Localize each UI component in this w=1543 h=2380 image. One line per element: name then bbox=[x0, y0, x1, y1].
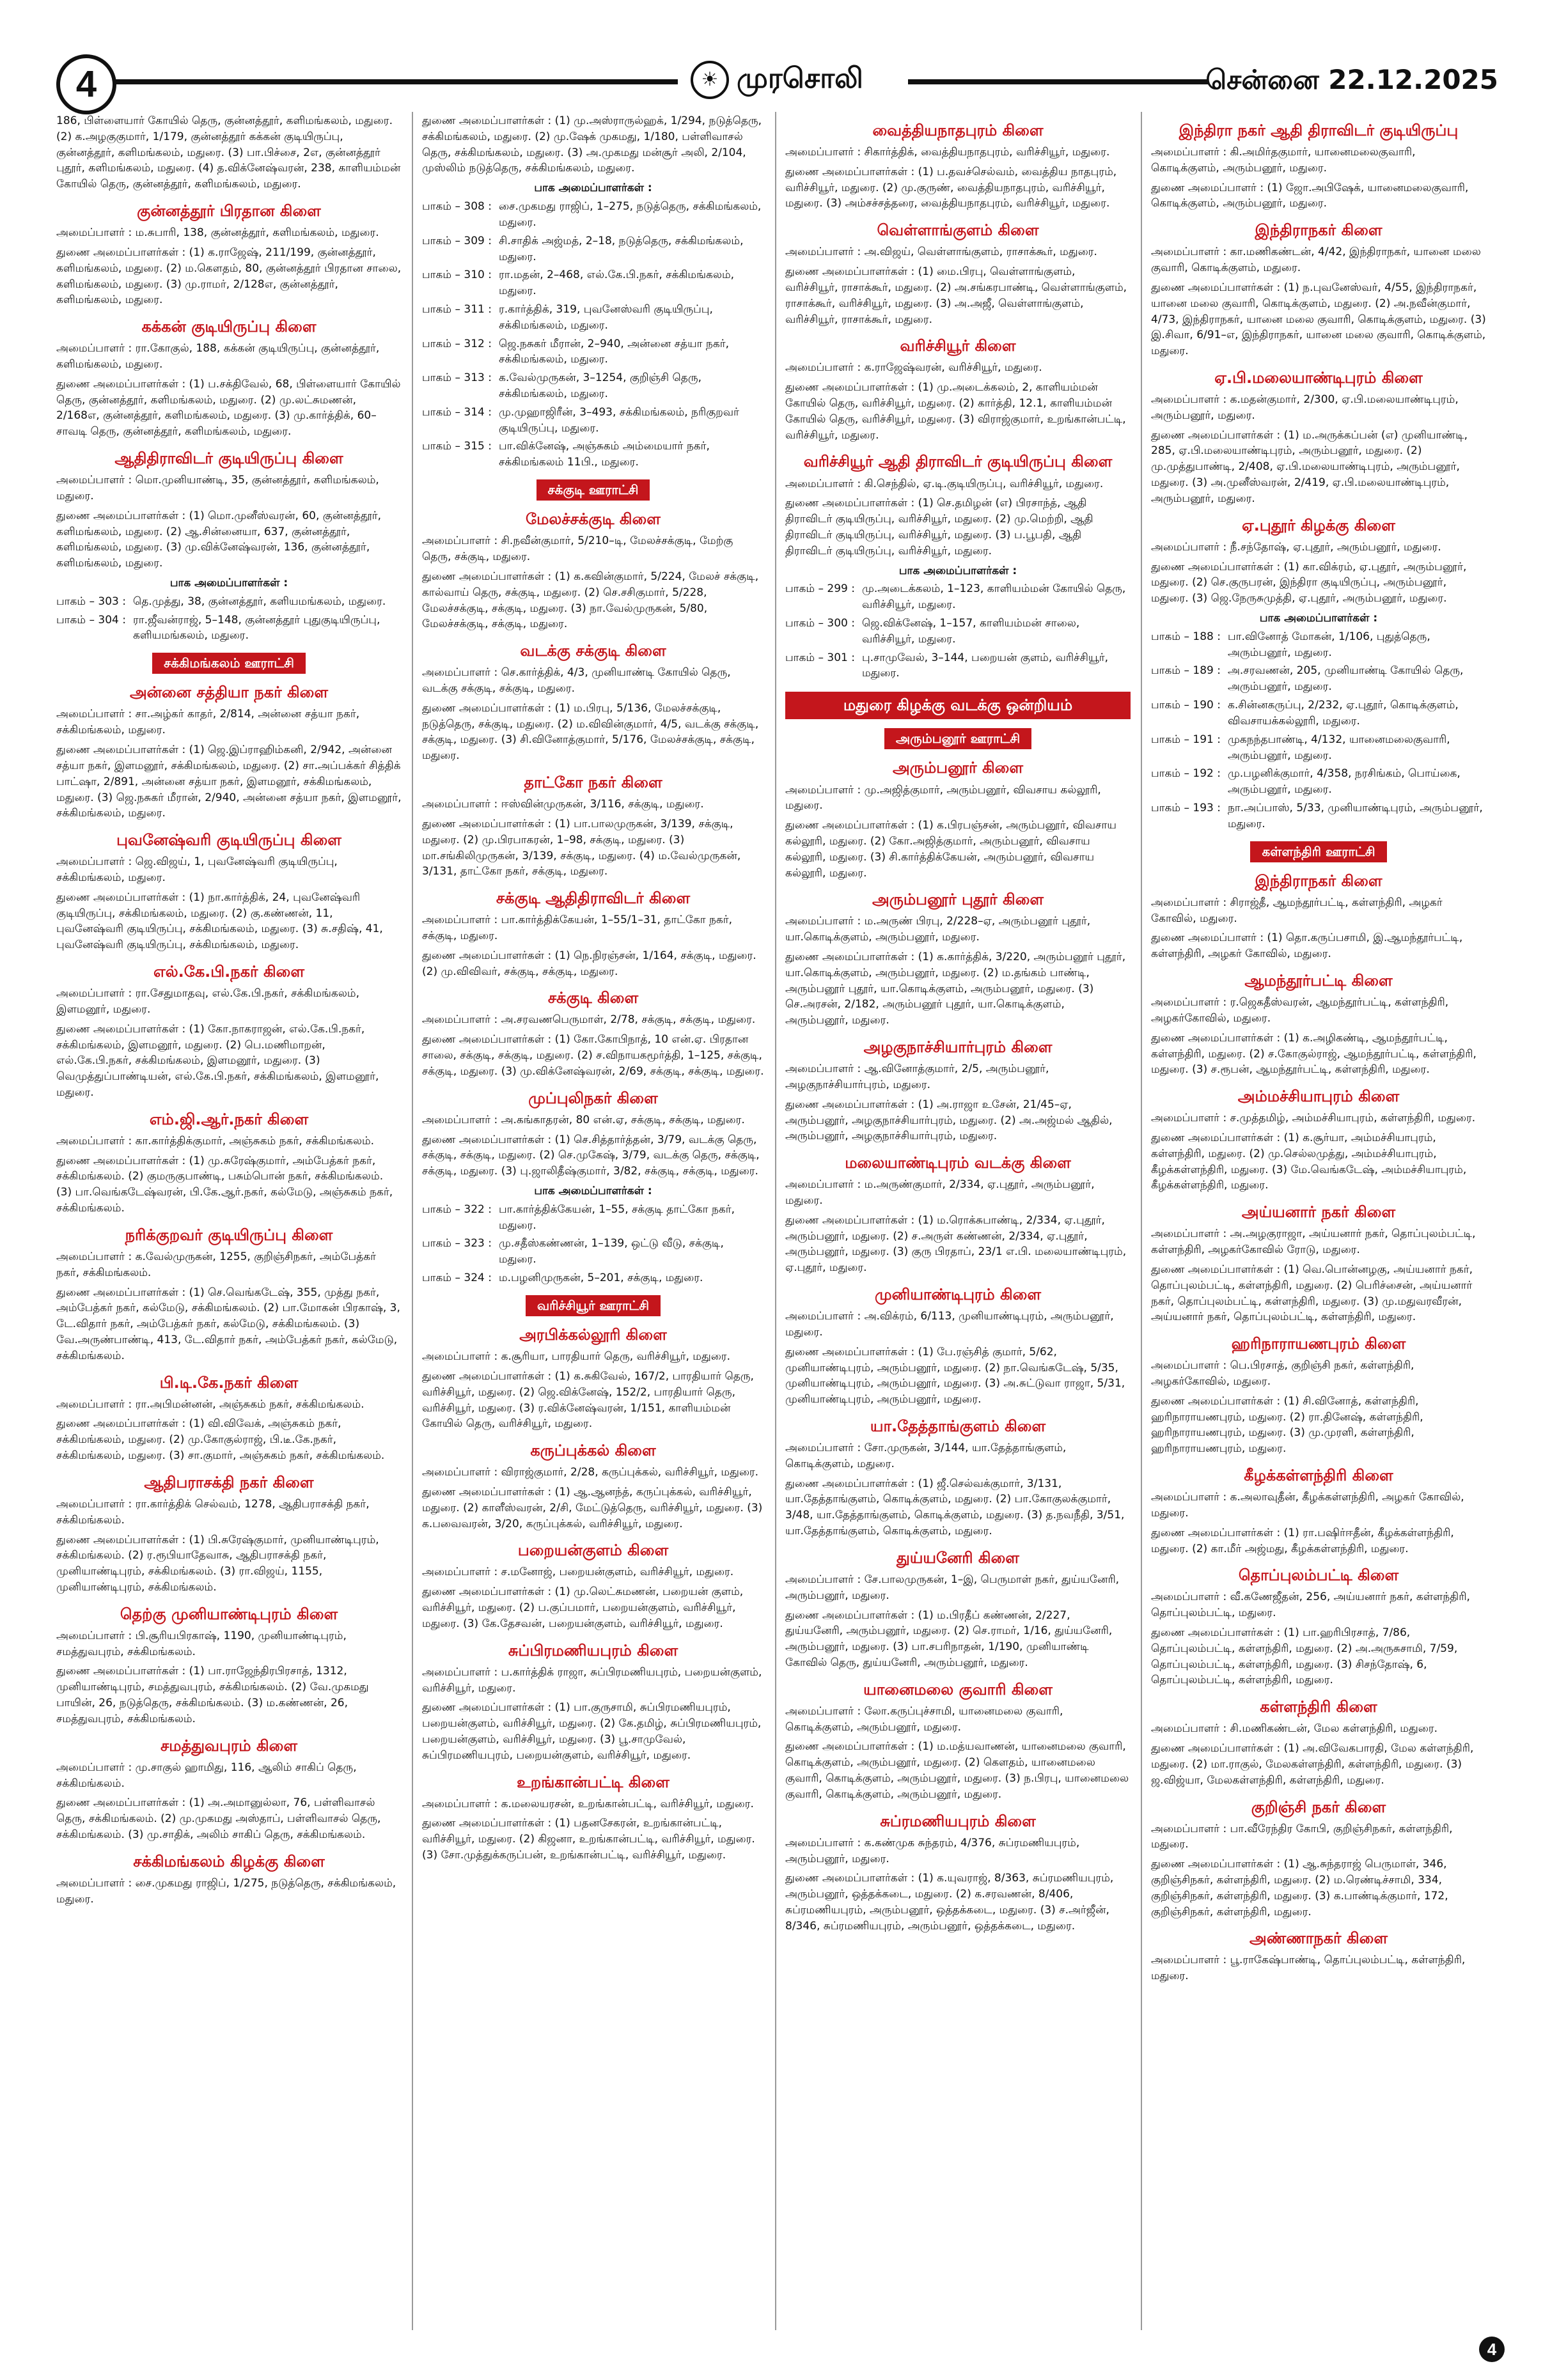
deputy-organizers: துணை அமைப்பாளர்கள் : (1) க.யுவராஜ், 8/363, சுப்ரமணியபுரம், அரும்பனூர், ஒத்தக்கடை, மதுரை. (2) க.சரவணன், 8/406, சுப்ரமணியபுரம், அரும்பனூர், ஒத்தக்கடை, மதுரை. (3) ச.அர்ஜீன், 8/346, சுப்ரமணியபுரம், அரும்பனூர், ஒத்தக்கடை, மதுரை. bbox=[785, 1872, 1114, 1933]
deputy-organizers: துணை அமைப்பாளர்கள் : (1) சி.வினோத், கள்ளந்திரி, ஹரிநாராயணபுரம், மதுரை. (2) ரா.தினேஷ், கள்ளந்திரி, ஹரிநாராயணபுரம், மதுரை. (3) மு.முரளி, கள்ளந்திரி, ஹரிநாராயணபுரம், மதுரை. bbox=[1151, 1394, 1423, 1456]
section-heading: ஏ.புதூர் கிழக்கு கிளை bbox=[1242, 516, 1395, 534]
section-heading: சக்குடி ஆதிதிராவிடர் கிளை bbox=[496, 889, 691, 908]
organizer: அமைப்பாளர் : ச.முத்தமிழ், அம்மச்சியாபுரம், கள்ளந்திரி, மதுரை. bbox=[1151, 1112, 1476, 1125]
ward-row: பாகம் – 188 : பா.வினோத் மோகன், 1/106, புதுத்தெரு, அரும்பனூர், மதுரை. bbox=[1151, 630, 1430, 659]
ward-row: பாகம் – 324 : ம.பழனிமுருகன், 5–201, சக்குடி, மதுரை. bbox=[422, 1272, 703, 1285]
section-heading: வரிச்சியூர் கிளை bbox=[900, 337, 1016, 355]
deputy-organizers: துணை அமைப்பாளர்கள் : (1) ம.பிரதீப் கண்ணன், 2/227, துய்யனேரி, அரும்பனூர், மதுரை. (2) செ.ராமர், 1/16, துய்யனேரி, அரும்பனூர், மதுரை. (3) பா.சபரிநாதன், 1/190, முனியாண்டி கோவில் தெரு, துய்யனேரி, அரும்பனூர், மதுரை. bbox=[785, 1608, 1113, 1669]
organizer: அமைப்பாளர் : சி.மணிகண்டன், மேல கள்ளந்திரி, மதுரை. bbox=[1151, 1722, 1438, 1736]
section-heading: முனியாண்டிபுரம் கிளை bbox=[874, 1286, 1042, 1304]
organizer: அமைப்பாளர் : பி.சூரியபிரகாஷ், 1190, முனியாண்டிபுரம், சமத்துவபுரம், சக்கிமங்கலம். bbox=[56, 1629, 347, 1658]
column-1 bbox=[56, 112, 402, 2330]
deputy-organizers: துணை அமைப்பாளர்கள் : (1) ந.புவனேஸ்வர், 4/55, இந்திராநகர், யானை மலை குவாரி, கொடிக்குளம், மதுரை. (2) அ.நவீன்குமார், 4/73, இந்திராநகர், யானை மலை குவாரி, கொடிக்குளம், மதுரை. (3) இ.சிவா, 6/91–எ, இந்திராநகர், யானை மலை குவாரி, கொடிக்குளம், மதுரை. bbox=[1151, 281, 1486, 358]
organizer: அமைப்பாளர் : க.மலையரசன், உறங்கான்பட்டி, வரிச்சியூர், மதுரை. bbox=[422, 1797, 754, 1810]
article-columns bbox=[56, 112, 1486, 2330]
ward-row: பாகம் – 310 : ரா.மதன், 2–468, எல்.கே.பி.நகர், சக்கிமங்கலம், மதுரை. bbox=[422, 268, 735, 298]
organizer: அமைப்பாளர் : அ.அழகுராஜா, அய்யனார் நகர், தொப்புலம்பட்டி, கள்ளந்திரி, அழகர்கோவில் ரோடு, மதுரை. bbox=[1151, 1227, 1476, 1257]
section-heading: தெற்கு முனியாண்டிபுரம் கிளை bbox=[120, 1605, 338, 1623]
organizer: அமைப்பாளர் : க.ராஜேஷ்வரன், வரிச்சியூர், மதுரை. bbox=[785, 361, 1042, 375]
deputy-organizers: துணை அமைப்பாளர்கள் : (1) மு.லெட்சுமணன், பறையன் குளம், வரிச்சியூர், மதுரை. (2) ப.குப்பமார், பறையன்குளம், வரிச்சியூர், மதுரை. (3) கே.தேசவன், பறையன்குளம், வரிச்சியூர், மதுரை. bbox=[422, 1585, 744, 1630]
ward-row: பாகம் – 299 : மு.அடைக்கலம், 1–123, காளியம்மன் கோயில் தெரு, வரிச்சியூர், மதுரை. bbox=[785, 582, 1126, 612]
organizer: அமைப்பாளர் : விராஜ்குமார், 2/28, கருப்புக்கல், வரிச்சியூர், மதுரை. bbox=[422, 1466, 759, 1479]
deputy-organizers: துணை அமைப்பாளர்கள் : (1) ஆ.சுந்தராஜ் பெருமாள், 346, குறிஞ்சிநகர், கள்ளந்திரி, மதுரை. (2) ம.ரெண்டிச்சாமி, 334, குறிஞ்சிநகர், கள்ளந்திரி, மதுரை. (3) க.பாண்டிக்குமார், 172, குறிஞ்சிநகர், கள்ளந்திரி, மதுரை. bbox=[1151, 1858, 1448, 1918]
section-heading: கீழக்கள்ளந்திரி கிளை bbox=[1244, 1466, 1393, 1485]
deputy-organizers: துணை அமைப்பாளர்கள் : (1) ப.சக்திவேல், 68, பிள்ளையார் கோயில் தெரு, குன்னத்தூர், களிமங்கலம், மதுரை. (2) மு.லட்சுமணன், 2/168எ, குன்னத்தூர், களிமங்கலம், மதுரை. (3) மு.கார்த்திக், 60–சாவடி தெரு, குன்னத்தூர், களிமங்கலம், மதுரை. bbox=[56, 377, 401, 439]
ward-row: பாகம் – 311 : ர.கார்த்திக், 319, புவனேஸ்வரி குடியிருப்பு, சக்கிமங்கலம், மதுரை. bbox=[422, 302, 713, 332]
section-heading: பி.டி.கே.நகர் கிளை bbox=[159, 1373, 299, 1392]
section-heading: எல்.கே.பி.நகர் கிளை bbox=[153, 963, 304, 981]
deputy-organizers: துணை அமைப்பாளர்கள் : (1) ம.மத்யவாணன், யானைமலை குவாரி, கொடிக்குளம், அரும்பனூர், மதுரை. (2) கௌதம், யானைமலை குவாரி, கொடிக்குளம், அரும்பனூர், மதுரை. (3) ந.பிரபு, யானைமலை குவாரி, கொடிக்குளம், அரும்பனூர், மதுரை. bbox=[785, 1740, 1129, 1801]
ward-row: பாகம் – 308 : சை.முகமது ராஜிப், 1–275, நடுத்தெரு, சக்கிமங்கலம், மதுரை. bbox=[422, 200, 762, 229]
deputy-organizers: துணை அமைப்பாளர்கள் : (1) அ.அமானுல்லா, 76, பள்ளிவாசல் தெரு, சக்கிமங்கலம். (2) மு.முகமது அஸ்தாப், பள்ளிவாசல் தெரு, சக்கிமங்கலம். (3) மு.சாதிக், அலிம் சாகிப் தெரு, சக்கிமங்கலம். bbox=[56, 1796, 381, 1841]
organizer: அமைப்பாளர் : பெ.பிரசாத், குறிஞ்சி நகர், கள்ளந்திரி, அழகர்கோவில், மதுரை. bbox=[1151, 1359, 1414, 1388]
section-heading: குறிஞ்சி நகர் கிளை bbox=[1251, 1798, 1386, 1816]
panchayat-banner: சக்குடி ஊராட்சி bbox=[537, 479, 650, 501]
deputy-organizers: துணை அமைப்பாளர்கள் : (1) பா.குருசாமி, சுப்பிரமணியபுரம், பறையன்குளம், வரிச்சியூர், மதுரை. (2) கே.தமிழ், சுப்பிரமணியபுரம், பறையன்குளம், வரிச்சியூர், மதுரை. (3) பூ.சாமுவேல், சுப்பிரமணியபுரம், பறையன்குளம், வரிச்சியூர், மதுரை. bbox=[422, 1701, 762, 1762]
organizer: அமைப்பாளர் : ஈஸ்வின்முருகன், 3/116, சக்குடி, மதுரை. bbox=[422, 798, 704, 811]
ward-row: பாகம் – 193 : நா.அப்பாஸ், 5/33, முனியாண்டிபுரம், அரும்பனூர், மதுரை. bbox=[1151, 801, 1483, 830]
section-heading: ஆதிபராசக்தி நகர் கிளை bbox=[144, 1473, 314, 1491]
organizer: அமைப்பாளர் : சே.பாலமுருகன், 1–இ, பெருமாள் நகர், துய்யனேரி, அரும்பனூர், மதுரை. bbox=[785, 1573, 1120, 1602]
deputy-organizers: துணை அமைப்பாளர்கள் : (1) ஜீ.செல்வக்குமார், 3/131, யா.தேத்தாங்குளம், கொடிக்குளம், மதுரை. (2) பா.கோகுலக்குமார், 3/48, யா.தேத்தாங்குளம், கொடிக்குளம், மதுரை. (3) த.நவநீதி, 3/51, யா.தேத்தாங்குளம், கொடிக்குளம், மதுரை. bbox=[785, 1477, 1125, 1538]
section-heading: அம்மச்சியாபுரம் கிளை bbox=[1237, 1087, 1400, 1106]
section-heading: அய்யனார் நகர் கிளை bbox=[1241, 1203, 1396, 1222]
deputy-organizers: துணை அமைப்பாளர்கள் : (1) பா.ஹரிபிரசாத், 7/86, தொப்புலம்பட்டி, கள்ளந்திரி, மதுரை. (2) அ.அருசுசாமி, 7/59, தொப்புலம்பட்டி, கள்ளந்திரி, மதுரை. (3) சிசந்தோஷ், 6, தொப்புலம்பட்டி, கள்ளந்திரி, மதுரை. bbox=[1151, 1626, 1458, 1687]
paragraph: 186, பிள்ளையார் கோயில் தெரு, குன்னத்தூர், களிமங்கலம், மதுரை. (2) க.அழகுகுமார், 1/179, குன்னத்தூர் கக்கன் குடியிருப்பு, குன்னத்தூர், களிமங்கலம், மதுரை. (3) பா.பிச்சை, 2எ, குன்னத்தூர் புதூர், களிமங்கலம், மதுரை. (4) த.விக்னேஷ்வரன், 238, காளியம்மன் கோயில் தெரு, குன்னத்தூர், களிமங்கலம், மதுரை. bbox=[56, 114, 401, 191]
deputy-organizers: துணை அமைப்பாளர்கள் : (1) ஆ.ஆனந்த், கருப்புக்கல், வரிச்சியூர், மதுரை. (2) காளீஸ்வரன், 2/சி, மேட்டுத்தெரு, வரிச்சியூர், மதுரை. (3) க.பவைவரன், 3/20, கருப்புக்கல், வரிச்சியூர், மதுரை. bbox=[422, 1486, 763, 1530]
deputy-organizers: துணை அமைப்பாளர்கள் : (1) வி.விவேக், அஞ்சுகம் நகர், சக்கிமங்கலம், மதுரை. (2) மு.கோகுல்ராஜ், பி.டீ.கே.நகர், சக்கிமங்கலம், மதுரை. (3) சா.குமார், அஞ்சுகம் நகர், சக்கிமங்கலம். bbox=[56, 1417, 385, 1463]
section-heading: சமத்துவபுரம் கிளை bbox=[161, 1736, 297, 1755]
ward-row: பாகம் – 300 : ஜெ.விக்னேஷ், 1–157, காளியம்மன் சாலை, வரிச்சியூர், மதுரை. bbox=[785, 617, 1080, 646]
organizer: அமைப்பாளர் : கி.செந்தில், ஏ.டி.குடியிருப்பு, வரிச்சியூர், மதுரை. bbox=[785, 477, 1104, 490]
deputy-organizers: துணை அமைப்பாளர்கள் : (1) செ.சித்தார்த்தன், 3/79, வடக்கு தெரு, சக்குடி, சக்குடி, மதுரை. (2) செ.முகேஷ், 3/79, வடக்கு தெரு, சக்குடி, சக்குடி, மதுரை. (3) பு.ஜாலிதீஷ்குமார், 3/82, சக்குடி, சக்குடி, மதுரை. bbox=[422, 1133, 760, 1178]
section-heading: வரிச்சியூர் ஆதி திராவிடர் குடியிருப்பு கிளை bbox=[803, 453, 1113, 471]
organizer: அமைப்பாளர் : க.கண்முக சுந்தரம், 4/376, சுப்ரமணியபுரம், அரும்பனூர், மதுரை. bbox=[785, 1836, 1080, 1865]
section-heading: மலையாண்டிபுரம் வடக்கு கிளை bbox=[845, 1154, 1071, 1172]
deputy-organizers: துணை அமைப்பாளர்கள் : (1) க.கார்த்திக், 3/220, அரும்பனூர் புதூர், யா.கொடிக்குளம், அரும்பனூர், மதுரை. (2) ம.தங்கம் பாண்டி, அரும்பனூர் புதூர், யா.கொடிக்குளம், அரும்பனூர், மதுரை. (3) செ.அரசன், 2/182, அரும்பனூர் புதூர், யா.கொடிக்குளம், அரும்பனூர், மதுரை. bbox=[785, 951, 1126, 1027]
organizer: அமைப்பாளர் : சிராஜ்தீ, ஆமந்தூர்பட்டி, கள்ளந்திரி, அழகர் கோவில், மதுரை. bbox=[1151, 896, 1443, 925]
section-heading: பறையன்குளம் கிளை bbox=[517, 1541, 669, 1560]
organizer: அமைப்பாளர் : சிகார்த்திக், வைத்தியநாதபுரம், வரிச்சியூர், மதுரை. bbox=[785, 146, 1110, 159]
organizer: அமைப்பாளர் : நீ.சந்தோஷ், ஏ.புதூர், அரும்பனூர், மதுரை. bbox=[1151, 540, 1441, 554]
footer-page-number: 4 bbox=[1479, 2337, 1505, 2362]
ward-row: பாகம் – 315 : பா.விக்னேஷ், அஞ்சுகம் அம்மையார் நகர், சக்கிமங்கலம் 11பி., மதுரை. bbox=[422, 440, 710, 469]
deputy-organizers: துணை அமைப்பாளர்கள் : (1) அ.விவேகபாரதி, மேல கள்ளந்திரி, மதுரை. (2) மா.ராகுல், மேலகள்ளந்திரி, கள்ளந்திரி, மதுரை. (3) ஜ.விஜ்யா, மேலகள்ளந்திரி, கள்ளந்திரி, மதுரை. bbox=[1151, 1742, 1474, 1787]
deputy-organizers: துணை அமைப்பாளர்கள் : (1) க.சுகிவேல், 167/2, பாரதியார் தெரு, வரிச்சியூர், மதுரை. (2) ஜெ.விக்னேஷ், 152/2, பாரதியார் தெரு, வரிச்சியூர், மதுரை. (3) ர.விக்னேஷ்வரன், 1/151, காளியம்மன் கோயில் தெரு, வரிச்சியூர், மதுரை. bbox=[422, 1369, 754, 1431]
deputy-organizers: துணை அமைப்பாளர்கள் : (1) ம.ரொக்சுபாண்டி, 2/334, ஏ.புதூர், அரும்பனூர், மதுரை. (2) ச.அருள் கண்ணன், 2/334, ஏ.புதூர், அரும்பனூர், மதுரை. (3) குரு பிரதாப், 23/1 எ.பி. மலையாண்டிபுரம், ஏ.புதூர், மதுரை. bbox=[785, 1213, 1127, 1275]
subheading: பாக அமைப்பாளர்கள் : bbox=[898, 564, 1017, 577]
organizer: அமைப்பாளர் : சோ.முருகன், 3/144, யா.தேத்தாங்குளம், கொடிக்குளம், மதுரை. bbox=[785, 1442, 1067, 1470]
organizer: அமைப்பாளர் : ரா.அபிமன்னன், அஞ்சுகம் நகர், சக்கிமங்கலம். bbox=[56, 1397, 364, 1411]
organizer: அமைப்பாளர் : மு.சாகுல் ஹாமிது, 116, ஆலிம் சாகிப் தெரு, சக்கிமங்கலம். bbox=[56, 1761, 357, 1790]
ward-row: பாகம் – 303 : தெ.முத்து, 38, குன்னத்தூர், களியமங்கலம், மதுரை. bbox=[56, 595, 386, 608]
section-heading: வைத்தியநாதபுரம் கிளை bbox=[872, 121, 1044, 139]
panchayat-banner: வரிச்சியூர் ஊராட்சி bbox=[526, 1295, 661, 1316]
ward-row: பாகம் – 313 : க.வேல்முருகன், 3–1254, குறிஞ்சி தெரு, சக்கிமங்கலம், மதுரை. bbox=[422, 371, 701, 400]
ward-row: பாகம் – 301 : பு.சாமுவேல், 3–144, பறையன் குளம், வரிச்சியூர், மதுரை. bbox=[785, 651, 1109, 680]
deputy-organizers: துணை அமைப்பாளர்கள் : (1) ப.தவச்செல்வம், வைத்திய நாதபுரம், வரிச்சியூர், மதுரை. (2) மு.குருண், வைத்தியநாதபுரம், வரிச்சியூர், மதுரை. (3) அம்சச்சத்தரை, வைத்தியநாதபுரம், வரிச்சியூர், மதுரை. bbox=[785, 165, 1117, 210]
deputy-organizers: துணை அமைப்பாளர்கள் : (1) பா.பாலமுருகன், 3/139, சக்குடி, மதுரை. (2) மு.பிரபாகரன், 1–98, சக்குடி, மதுரை. (3) மா.சங்கிலிமுருகன், 3/139, சக்குடி, மதுரை. (4) ம.வேல்முருகன், 3/131, தாட்கோ நகர், சக்குடி, மதுரை. bbox=[422, 817, 741, 878]
column-3 bbox=[785, 112, 1131, 2330]
organizer: அமைப்பாளர் : க.மதன்குமார், 2/300, ஏ.பி.மலையாண்டிபுரம், அரும்பனூர், மதுரை. bbox=[1151, 393, 1459, 422]
section-heading: வெள்ளாங்குளம் கிளை bbox=[877, 221, 1039, 240]
subheading: பாக அமைப்பாளர்கள் : bbox=[534, 182, 652, 195]
panchayat-banner: சக்கிமங்கலம் ஊராட்சி bbox=[152, 653, 306, 674]
deputy-organizers: துணை அமைப்பாளர்கள் : (1) கோ.நாகராஜன், எல்.கே.பி.நகர், சக்கிமங்கலம், இளமனூர், மதுரை. (2) பெ.மணிமாறன், எல்.கே.பி.நகர், சக்கிமங்கலம், இளமனூர், மதுரை. (3) வெமுத்துப்பாண்டியன், எல்.கே.பி.நகர், சக்கிமங்கலம், இளமனூர், மதுரை. bbox=[56, 1022, 379, 1099]
organizer: அமைப்பாளர் : கி.அமிர்தகுமார், யானைமலைகுவாரி, கொடிக்குளம், அரும்பனூர், மதுரை. bbox=[1151, 146, 1416, 175]
subheading: பாக அமைப்பாளர்கள் : bbox=[534, 1185, 652, 1197]
section-heading: புவனேஷ்வரி குடியிருப்பு கிளை bbox=[116, 831, 341, 850]
deputy-organizers: துணை அமைப்பாளர்கள் : (1) க.ராஜேஷ், 211/199, குன்னத்தூர், களிமங்கலம், மதுரை. (2) ம.கௌதம், 80, குன்னத்தூர் பிரதான சாலை, களிமங்கலம், மதுரை. (3) மு.ராமர், 2/128எ, குன்னத்தூர், களிமங்கலம், மதுரை. bbox=[56, 245, 402, 307]
organizer: அமைப்பாளர் : லோ.கருப்புச்சாமி, யானைமலை குவாரி, கொடிக்குளம், அரும்பனூர், மதுரை. bbox=[785, 1704, 1063, 1734]
section-heading: அரும்பனூர் புதூர் கிளை bbox=[872, 891, 1044, 909]
deputy-organizers: துணை அமைப்பாளர் : (1) ஜோ.அபிஷேக், யானைமலைகுவாரி, கொடிக்குளம், அரும்பனூர், மதுரை. bbox=[1151, 181, 1469, 210]
section-heading: சுப்பிரமணியபுரம் கிளை bbox=[508, 1641, 678, 1660]
organizer: அமைப்பாளர் : க.வேல்முருகன், 1255, குறிஞ்சிநகர், அம்பேத்கர் நகர், சக்கிமங்கலம். bbox=[56, 1250, 376, 1279]
section-heading: ஹரிநாராயணபுரம் கிளை bbox=[1231, 1335, 1406, 1353]
organizer: அமைப்பாளர் : பா.வீரேந்திர கோபி, குறிஞ்சிநகர், கள்ளந்திரி, மதுரை. bbox=[1151, 1822, 1453, 1851]
section-heading: சக்கிமங்கலம் கிழக்கு கிளை bbox=[133, 1852, 325, 1871]
section-heading: சக்குடி கிளை bbox=[547, 989, 639, 1007]
deputy-organizers: துணை அமைப்பாளர் : (1) தொ.கருப்பசாமி, இ.ஆமந்தூர்பட்டி, கள்ளந்திரி, அழகர் கோவில், மதுரை. bbox=[1151, 931, 1463, 961]
header-rule-right bbox=[908, 79, 1209, 84]
section-heading: துய்யனேரி கிளை bbox=[897, 1548, 1019, 1567]
organizer: அமைப்பாளர் : ரா.கார்த்திக் செல்வம், 1278, ஆதிபராசக்தி நகர், சக்கிமங்கலம். bbox=[56, 1497, 370, 1527]
deputy-organizers: துணை அமைப்பாளர்கள் : (1) நெ.நிரஞ்சன், 1/164, சக்குடி, மதுரை. (2) மு.விவிவர், சக்குடி, சக்குடி, மதுரை. bbox=[422, 949, 756, 978]
organizer: அமைப்பாளர் : க.அலாவுதீன், கீழக்கள்ளந்திரி, அழகர் கோவில், மதுரை. bbox=[1151, 1491, 1464, 1520]
section-heading: ஆமந்தூர்பட்டி கிளை bbox=[1244, 972, 1393, 990]
page-header bbox=[0, 0, 1543, 112]
organizer: அமைப்பாளர் : பூ.ராகேஷ்பாண்டி, தொப்புலம்பட்டி, கள்ளந்திரி, மதுரை. bbox=[1151, 1954, 1466, 1983]
organizer: அமைப்பாளர் : சி.நவீன்குமார், 5/210–டி, மேலச்சக்குடி, மேற்கு தெரு, சக்குடி, மதுரை. bbox=[422, 534, 733, 564]
deputy-organizers: துணை அமைப்பாளர்கள் : (1) நா.கார்த்திக், 24, புவனேஷ்வரி குடியிருப்பு, சக்கிமங்கலம், மதுரை. (2) கு.கண்ணன், 11, புவனேஷ்வரி குடியிருப்பு, சக்கிமங்கலம், மதுரை. (3) சு.சதிஷ், 41, புவனேஷ்வரி குடியிருப்பு, சக்கிமங்கலம், மதுரை. bbox=[56, 891, 383, 952]
organizer: அமைப்பாளர் : ப.கார்த்திக் ராஜா, சுப்பிரமணியபுரம், பறையன்குளம், வரிச்சியூர், மதுரை. bbox=[422, 1665, 762, 1695]
organizer: அமைப்பாளர் : கா.மணிகண்டன், 4/42, இந்திராநகர், யானை மலை குவாரி, கொடிக்குளம், மதுரை. bbox=[1151, 245, 1481, 275]
union-banner: மதுரை கிழக்கு வடக்கு ஒன்றியம் bbox=[785, 692, 1131, 719]
panchayat-banner: கள்ளந்திரி ஊராட்சி bbox=[1250, 841, 1386, 862]
organizer: அமைப்பாளர் : சை.முகமது ராஜிப், 1/275, நடுத்தெரு, சக்கிமங்கலம், மதுரை. bbox=[56, 1876, 396, 1906]
ward-row: பாகம் – 322 : பா.கார்த்திக்கேயன், 1–55, சக்குடி தாட்கோ நகர், மதுரை. bbox=[422, 1202, 735, 1232]
deputy-organizers: துணை அமைப்பாளர்கள் : (1) பி.சுரேஷ்குமார், முனியாண்டிபுரம், சக்கிமங்கலம். (2) ர.ரூபியாதேவாசு, ஆதிபராசக்தி நகர், முனியாண்டிபுரம், சக்கிமங்கலம். (3) ரா.விஜய், 1155, முனியாண்டிபுரம், சக்கிமங்கலம். bbox=[56, 1533, 379, 1594]
column-2 bbox=[422, 112, 764, 2330]
deputy-organizers: துணை அமைப்பாளர்கள் : (1) செ.தமிழன் (எ) பிரசாந்த், ஆதி திராவிடர் குடியிருப்பு, வரிச்சியூர், மதுரை. (2) மு.மெற்றி, ஆதி திராவிடர் குடியிருப்பு, வரிச்சியூர், மதுரை. (3) ப.பூபதி, ஆதி திராவிடர் குடியிருப்பு, வரிச்சியூர், மதுரை. bbox=[785, 497, 1093, 557]
section-heading: அண்ணாநகர் கிளை bbox=[1249, 1929, 1388, 1948]
deputy-organizers: துணை அமைப்பாளர்கள் : (1) அ.ராஜா உசேன், 21/45–ஏ, அரும்பனூர், அழகுநாச்சியார்புரம், மதுரை. (2) அ.அஜ்மல் ஆதில், அரும்பனூர், அழகுநாச்சியார்புரம், மதுரை. bbox=[785, 1098, 1113, 1143]
section-heading: இந்திரா நகர் ஆதி திராவிடர் குடியிருப்பு bbox=[1179, 121, 1459, 139]
subheading: பாக அமைப்பாளர்கள் : bbox=[1259, 612, 1378, 625]
panchayat-banner: அரும்பனூர் ஊராட்சி bbox=[884, 728, 1031, 749]
masthead bbox=[691, 61, 863, 99]
organizer: அமைப்பாளர் : க.சூரியா, பாரதியார் தெரு, வரிச்சியூர், மதுரை. bbox=[422, 1350, 730, 1364]
ward-row: பாகம் – 192 : மு.பழனிக்குமார், 4/358, நரசிங்கம், பொய்கை, அரும்பனூர், மதுரை. bbox=[1151, 767, 1461, 797]
deputy-organizers: துணை அமைப்பாளர்கள் : (1) மு.சுரேஷ்குமார், அம்பேத்கர் நகர், சக்கிமங்கலம். (2) குமருகுபாண்டி, பசும்பொன் நகர், சக்கிமங்கலம். (3) பா.வெங்கடேஷ்வரன், பி.கே.ஆர்.நகர், கல்மேடு, அஞ்சுகம் நகர், சக்கிமங்கலம். bbox=[56, 1154, 393, 1215]
organizer: அமைப்பாளர் : ரா.சேதுமாதவு, எல்.கே.பி.நகர், சக்கிமங்கலம், இளமனூர், மதுரை. bbox=[56, 987, 359, 1016]
section-heading: அன்னை சத்தியா நகர் கிளை bbox=[129, 683, 329, 702]
organizer: அமைப்பாளர் : ர.ஜெகதீஸ்வரன், ஆமந்தூர்பட்டி, கள்ளந்திரி, அழகர்கோவில், மதுரை. bbox=[1151, 996, 1449, 1025]
deputy-organizers: துணை அமைப்பாளர்கள் : (1) பா.ராஜேந்திரபிரசாத், 1312, முனியாண்டிபுரம், சமத்துவபுரம், சக்கிமங்கலம். (2) வே.முகமது பாயின், 26, நடுத்தெரு, சக்கிமங்கலம். (3) ம.கண்ணன், 26, சமத்துவபுரம், சக்கிமங்கலம். bbox=[56, 1665, 369, 1725]
masthead-title: முரசொலி bbox=[737, 62, 863, 95]
organizer: அமைப்பாளர் : மு.அஜித்குமார், அரும்பனூர், விவசாய கல்லூரி, மதுரை. bbox=[785, 783, 1101, 813]
deputy-organizers: துணை அமைப்பாளர்கள் : (1) கா.விக்ரம், ஏ.புதூர், அரும்பனூர், மதுரை. (2) செ.குருபரன், இந்திரா குடியிருப்பு, அரும்பனூர், மதுரை. (3) ஜெ.நேருசுமுத்தி, ஏ.புதூர், அரும்பனூர், மதுரை. bbox=[1151, 560, 1467, 605]
section-heading: ஆதிதிராவிடர் குடியிருப்பு கிளை bbox=[114, 449, 343, 468]
organizer: அமைப்பாளர் : கா.கார்த்திக்குமார், அஞ்சுகம் நகர், சக்கிமங்கலம். bbox=[56, 1134, 375, 1147]
organizer: அமைப்பாளர் : அ.விஜய், வெள்ளாங்குளம், ராசாக்கூர், மதுரை. bbox=[785, 245, 1097, 259]
deputy-organizers: துணை அமைப்பாளர்கள் : (1) க.கவின்குமார், 5/224, மேலச் சக்குடி, கால்வாய் தெரு, சக்குடி, மதுரை. (2) செ.சசிகுமார், 5/228, மேலச்சக்குடி, சக்குடி, மதுரை. (3) நா.வேல்முருகன், 5/80, மேலச்சக்குடி, சக்குடி, மதுரை. bbox=[422, 570, 759, 631]
deputy-organizers: துணை அமைப்பாளர்கள் : (1) மு.அடைக்கலம், 2, காளியம்மன் கோயில் தெரு, வரிச்சியூர், மதுரை. (2) கார்த்தி, 12.1, காளியம்மன் கோயில் தெரு, வரிச்சியூர், மதுரை. (3) விராஜ்குமார், உறங்கான்பட்டி, வரிச்சியூர், மதுரை. bbox=[785, 381, 1126, 442]
organizer: அமைப்பாளர் : ம.அருண் பிரபு, 2/228–ஏ, அரும்பனூர் புதூர், யா.கொடிக்குளம், அரும்பனூர், மதுரை. bbox=[785, 915, 1091, 944]
organizer: அமைப்பாளர் : மொ.முனியாண்டி, 35, குன்னத்தூர், களிமங்கலம், மதுரை. bbox=[56, 474, 379, 502]
section-heading: மேலச்சக்குடி கிளை bbox=[526, 510, 661, 529]
section-heading: உறங்கான்பட்டி கிளை bbox=[517, 1773, 670, 1791]
section-heading: இந்திராநகர் கிளை bbox=[1255, 221, 1382, 240]
section-heading: தாட்கோ நகர் கிளை bbox=[524, 774, 662, 792]
organizer: அமைப்பாளர் : செ.கார்த்திக், 4/3, முனியாண்டி கோயில் தெரு, வடக்கு சக்குடி, சக்குடி, மதுரை. bbox=[422, 666, 731, 695]
deputy-organizers: துணை அமைப்பாளர்கள் : (1) ம.பிரபு, 5/136, மேலச்சக்குடி, நடுத்தெரு, சக்குடி, மதுரை. (2) ம.விவின்குமார், 4/5, வடக்கு சக்குடி, சக்குடி, மதுரை. (3) சி.வினோத்குமார், 5/176, மேலச்சக்குடி, சக்குடி, மதுரை. bbox=[422, 701, 759, 763]
deputy-organizers: துணை அமைப்பாளர்கள் : (1) மு.அஸ்ராருல்ஹக், 1/294, நடுத்தெரு, சக்கிமங்கலம், மதுரை. (2) மு.ஷேக் முகமது, 1/180, பள்ளிவாசல் தெரு, சக்கிமங்கலம், மதுரை. (3) அ.முகமது மன்சூர் அலி, 2/104, முஸ்லிம் நடுத்தெரு, சக்கிமங்கலம், மதுரை. bbox=[422, 114, 762, 175]
deputy-organizers: துணை அமைப்பாளர்கள் : (1) செ.வெங்கடேஷ், 355, முத்து நகர், அம்பேத்கர் நகர், கல்மேடு, சக்கிமங்கலம். (2) பா.மோகன் பிரகாஷ், 3, டே.விதார் நகர், அம்பேத்கர் நகர், கல்மேடு, சக்கிமங்கலம். (3) வே.அருண்பாண்டி, 413, டே.விதார் நகர், அம்பேத்கர் நகர், கல்மேடு, சக்கிமங்கலம். bbox=[56, 1286, 400, 1362]
header-rule-left bbox=[115, 79, 678, 84]
ward-row: பாகம் – 314 : மு.முஹாஜிரீன், 3–493, சக்கிமங்கலம், நரிகுறவர் குடியிருப்பு, மதுரை. bbox=[422, 405, 739, 435]
deputy-organizers: துணை அமைப்பாளர்கள் : (1) பதனசேகரன், உறங்கான்பட்டி, வரிச்சியூர், மதுரை. (2) கிஜனா, உறங்கான்பட்டி, வரிச்சியூர், மதுரை. (3) சோ.முத்துக்கருப்பன், உறங்கான்பட்டி, வரிச்சியூர், மதுரை. bbox=[422, 1817, 755, 1862]
deputy-organizers: துணை அமைப்பாளர்கள் : (1) க.சூர்யா, அம்மச்சியாபுரம், கள்ளந்திரி, மதுரை. (2) மு.செல்லமுத்து, அம்மச்சியாபுரம், கீழக்கள்ளந்திரி, மதுரை. (3) மே.வெங்கடேஷ், அம்மச்சியாபுரம், கீழக்கள்ளந்திரி, மதுரை. bbox=[1151, 1131, 1467, 1192]
section-heading: இந்திராநகர் கிளை bbox=[1255, 871, 1382, 890]
section-heading: வடக்கு சக்குடி கிளை bbox=[520, 642, 666, 660]
ward-row: பாகம் – 309 : சி.சாதிக் அஜ்மத், 2–18, நடுத்தெரு, சக்கிமங்கலம், மதுரை. bbox=[422, 234, 744, 263]
organizer: அமைப்பாளர் : வீ.கணேஜீதன், 256, அய்யனார் நகர், கள்ளந்திரி, தொப்புலம்பட்டி, மதுரை. bbox=[1151, 1591, 1470, 1620]
deputy-organizers: துணை அமைப்பாளர்கள் : (1) வெ.பொன்னழகு, அய்யனார் நகர், தொப்புலம்பட்டி, கள்ளந்திரி, மதுரை. (2) பெரிச்சைன், அய்யனார் நகர், தொப்புலம்பட்டி, கள்ளந்திரி, மதுரை. (3) மு.மதுவரவீரன், அய்யனார் நகர், தொப்புலம்பட்டி, கள்ளந்திரி, மதுரை. bbox=[1151, 1263, 1473, 1324]
sun-emblem-icon: ☀ bbox=[691, 61, 729, 99]
ward-row: பாகம் – 191 : முகநந்தபாண்டி, 4/132, யானைமலைகுவாரி, அரும்பனூர், மதுரை. bbox=[1151, 733, 1450, 762]
section-heading: சுப்ரமணியபுரம் கிளை bbox=[880, 1812, 1036, 1830]
column-4 bbox=[1151, 112, 1486, 2330]
section-heading: ஏ.பி.மலையாண்டிபுரம் கிளை bbox=[1214, 369, 1423, 387]
deputy-organizers: துணை அமைப்பாளர்கள் : (1) க.பிரபஞ்சன், அரும்பனூர், விவசாய கல்லூரி, மதுரை. (2) கோ.அஜித்குமார், அரும்பனூர், விவசாய கல்லூரி, மதுரை. (3) சி.கார்த்திக்கேயன், அரும்பனூர், விவசாய கல்லூரி, மதுரை. bbox=[785, 819, 1116, 880]
edition-date: சென்னை 22.12.2025 bbox=[1205, 64, 1498, 95]
organizer: அமைப்பாளர் : ரா.கோகுல், 188, கக்கன் குடியிருப்பு, குன்னத்தூர், களிமங்கலம், மதுரை. bbox=[56, 342, 380, 371]
section-heading: கக்கன் குடியிருப்பு கிளை bbox=[141, 318, 317, 336]
organizer: அமைப்பாளர் : ஆ.வினோத்குமார், 2/5, அரும்பனூர், அழகுநாச்சியார்புரம், மதுரை. bbox=[785, 1062, 1049, 1091]
section-heading: கள்ளந்திரி கிளை bbox=[1260, 1698, 1377, 1716]
organizer: அமைப்பாளர் : சா.அழ்கர் காதர், 2/814, அன்னை சத்யா நகர், சக்கிமங்கலம், மதுரை. bbox=[56, 708, 360, 737]
ward-row: பாகம் – 323 : மு.சதீஸ்கண்ணன், 1–139, ஒட்டு வீடு, சக்குடி, மதுரை. bbox=[422, 1237, 724, 1266]
section-heading: தொப்புலம்பட்டி கிளை bbox=[1238, 1566, 1399, 1585]
deputy-organizers: துணை அமைப்பாளர்கள் : (1) கோ.கோபிநாத், 10 என்.ஏ. பிரதான சாலை, சக்குடி, சக்குடி, மதுரை. (2) ச.விநாயகமூர்த்தி, 1–125, சக்குடி, சக்குடி, மதுரை. (3) மு.விக்னேஷ்வரன், 2/69, சக்குடி, சக்குடி, மதுரை. bbox=[422, 1033, 764, 1078]
organizer: அமைப்பாளர் : அ.விக்ரம், 6/113, முனியாண்டிபுரம், அரும்பனூர், மதுரை. bbox=[785, 1310, 1114, 1339]
section-heading: முப்புலிநகர் கிளை bbox=[528, 1089, 658, 1107]
deputy-organizers: துணை அமைப்பாளர்கள் : (1) ஜெ.இப்ராஹிம்கனி, 2/942, அன்னை சத்யா நகர், இளமனூர், சக்கிமங்கலம், மதுரை. (2) சா.அப்பக்கர் சித்திக் பாட்ஷா, 2/891, அன்னை சத்யா நகர், இளமனூர், சக்கிமங்கலம், மதுரை. (3) ஜெ.நசுகர் மீரான், 2/940, அன்னை சத்யா நகர், இளமனூர், சக்கிமங்கலம், மதுரை. bbox=[56, 743, 402, 820]
section-heading: அரும்பனூர் கிளை bbox=[892, 759, 1024, 777]
ward-row: பாகம் – 304 : ரா.ஜீவன்ராஜ், 5–148, குன்னத்தூர் புதுகுடியிருப்பு, களியமங்கலம், மதுரை. bbox=[56, 613, 380, 642]
organizer: அமைப்பாளர் : பா.கார்த்திக்கேயன், 1–55/1–31, தாட்கோ நகர், சக்குடி, மதுரை. bbox=[422, 914, 733, 942]
organizer: அமைப்பாளர் : ம.அருண்குமார், 2/334, ஏ.புதூர், அரும்பனூர், மதுரை. bbox=[785, 1178, 1095, 1208]
section-heading: யானைமலை குவாரி கிளை bbox=[863, 1680, 1053, 1699]
ward-row: பாகம் – 312 : ஜெ.நசுகர் மீரான், 2–940, அன்னை சத்யா நகர், சக்கிமங்கலம், மதுரை. bbox=[422, 337, 729, 366]
section-heading: குன்னத்தூர் பிரதான கிளை bbox=[137, 202, 321, 221]
ward-row: பாகம் – 189 : அ.சரவணன், 205, முனியாண்டி கோயில் தெரு, அரும்பனூர், மதுரை. bbox=[1151, 664, 1464, 694]
section-heading: எம்.ஜி.ஆர்.நகர் கிளை bbox=[149, 1110, 309, 1128]
organizer: அமைப்பாளர் : அ.கங்காதரன், 80 என்.ஏ, சக்குடி, சக்குடி, மதுரை. bbox=[422, 1113, 745, 1126]
ward-row: பாகம் – 190 : க.சின்னகருப்பு, 2/232, ஏ.புதூர், கொடிக்குளம், விவசாயக்கல்லூரி, மதுரை. bbox=[1151, 699, 1459, 727]
section-heading: அரபிக்கல்லூரி கிளை bbox=[519, 1326, 667, 1344]
deputy-organizers: துணை அமைப்பாளர்கள் : (1) பே.ரஞ்சித் குமார், 5/62, முனியாண்டிபுரம், அரும்பனூர், மதுரை. (2) நா.வெங்கடேஷ், 5/35, முனியாண்டிபுரம், அரும்பனூர், மதுரை. (3) அ.சுட்டுவா ராஜா, 5/31, முனியாண்டிபுரம், அரும்பனூர், மதுரை. bbox=[785, 1345, 1125, 1406]
subheading: பாக அமைப்பாளர்கள் : bbox=[169, 576, 288, 589]
section-heading: கருப்புக்கல் கிளை bbox=[530, 1442, 656, 1460]
organizer: அமைப்பாளர் : ச.மனோஜ், பறையன்குளம், வரிச்சியூர், மதுரை. bbox=[422, 1566, 734, 1579]
section-heading: அழகுநாச்சியார்புரம் கிளை bbox=[863, 1038, 1053, 1057]
deputy-organizers: துணை அமைப்பாளர்கள் : (1) மொ.முனீஸ்வரன், 60, குன்னத்தூர், களிமங்கலம், மதுரை. (2) ஆ.சின்னையா, 637, குன்னத்தூர், களிமங்கலம், மதுரை. (3) மு.விக்னேஷ்வரன், 136, குன்னத்தூர், களிமங்கலம், மதுரை. bbox=[56, 509, 382, 570]
deputy-organizers: துணை அமைப்பாளர்கள் : (1) மை.பிரபு, வெள்ளாங்குளம், வரிச்சியூர், ராசாக்கூர், மதுரை. (2) அ.சங்கரபாண்டி, வெள்ளாங்குளம், ராசாக்கூர், வரிச்சியூர், மதுரை. (3) அ.அஜீ, வெள்ளாங்குளம், வரிச்சியூர், ராசாக்கூர், மதுரை. bbox=[785, 265, 1127, 326]
deputy-organizers: துணை அமைப்பாளர்கள் : (1) ரா.பஷிர்ஈதீன், கீழக்கள்ளந்திரி, மதுரை. (2) கா.மீர் அஜ்மது, கீழக்கள்ளந்திரி, மதுரை. bbox=[1151, 1526, 1454, 1555]
deputy-organizers: துணை அமைப்பாளர்கள் : (1) க.அழிகண்டி, ஆமந்தூர்பட்டி, கள்ளந்திரி, மதுரை. (2) ச.கோகுல்ராஜ், ஆமந்தூர்பட்டி, கள்ளந்திரி, மதுரை. (3) ச.ரூபன், ஆமந்தூர்பட்டி, கள்ளந்திரி, மதுரை. bbox=[1151, 1031, 1476, 1077]
page-number: 4 bbox=[56, 54, 116, 114]
organizer: அமைப்பாளர் : ஜெ.விஜய், 1, புவனேஷ்வரி குடியிருப்பு, சக்கிமங்கலம், மதுரை. bbox=[56, 855, 338, 884]
organizer: அமைப்பாளர் : அ.சரவணபெருமாள், 2/78, சக்குடி, சக்குடி, மதுரை. bbox=[422, 1013, 756, 1027]
section-heading: நரிக்குறவர் குடியிருப்பு கிளை bbox=[125, 1225, 333, 1244]
organizer: அமைப்பாளர் : ம.சுபாரி, 138, குன்னத்தூர், களிமங்கலம், மதுரை. bbox=[56, 226, 379, 240]
deputy-organizers: துணை அமைப்பாளர்கள் : (1) ம.அருக்கப்பன் (எ) முனியாண்டி, 285, ஏ.பி.மலையாண்டிபுரம், அரும்பனூர், மதுரை. (2) மு.முத்துபாண்டி, 2/408, ஏ.பி.மலையாண்டிபுரம், அரும்பனூர், மதுரை. (3) அ.முனீஸ்வரன், 2/419, ஏ.பி.மலையாண்டிபுரம், அரும்பனூர், மதுரை. bbox=[1151, 428, 1468, 505]
section-heading: யா.தேத்தாங்குளம் கிளை bbox=[870, 1417, 1046, 1435]
